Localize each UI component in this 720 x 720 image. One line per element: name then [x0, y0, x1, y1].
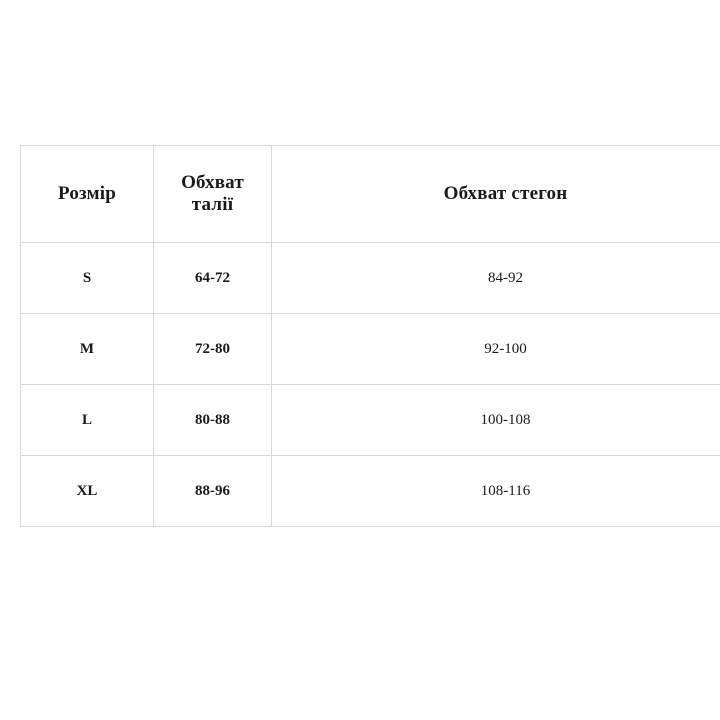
- column-header-waist-line1: Обхват: [181, 172, 244, 194]
- cell-size: M: [21, 314, 154, 385]
- cell-waist: 88-96: [154, 456, 272, 527]
- size-table: [20, 145, 720, 527]
- column-header-size: Розмір: [21, 146, 154, 243]
- cell-hips: 100-108: [272, 385, 720, 456]
- cell-waist: 64-72: [154, 243, 272, 314]
- column-header-hips: Обхват стегон: [272, 146, 720, 243]
- cell-waist: 80-88: [154, 385, 272, 456]
- table-header: [21, 146, 720, 243]
- table-body: [21, 243, 720, 527]
- cell-waist: 72-80: [154, 314, 272, 385]
- column-header-waist: [154, 146, 272, 243]
- cell-hips: 108-116: [272, 456, 720, 527]
- cell-size: L: [21, 385, 154, 456]
- cell-hips: 92-100: [272, 314, 720, 385]
- cell-size: XL: [21, 456, 154, 527]
- table-row: [21, 456, 720, 527]
- column-header-waist-line2: талії: [191, 194, 234, 215]
- size-table-container: [20, 145, 700, 527]
- table-row: [21, 385, 720, 456]
- cell-size: S: [21, 243, 154, 314]
- table-row: [21, 314, 720, 385]
- table-header-row: [21, 146, 720, 243]
- cell-hips: 84-92: [272, 243, 720, 314]
- table-row: [21, 243, 720, 314]
